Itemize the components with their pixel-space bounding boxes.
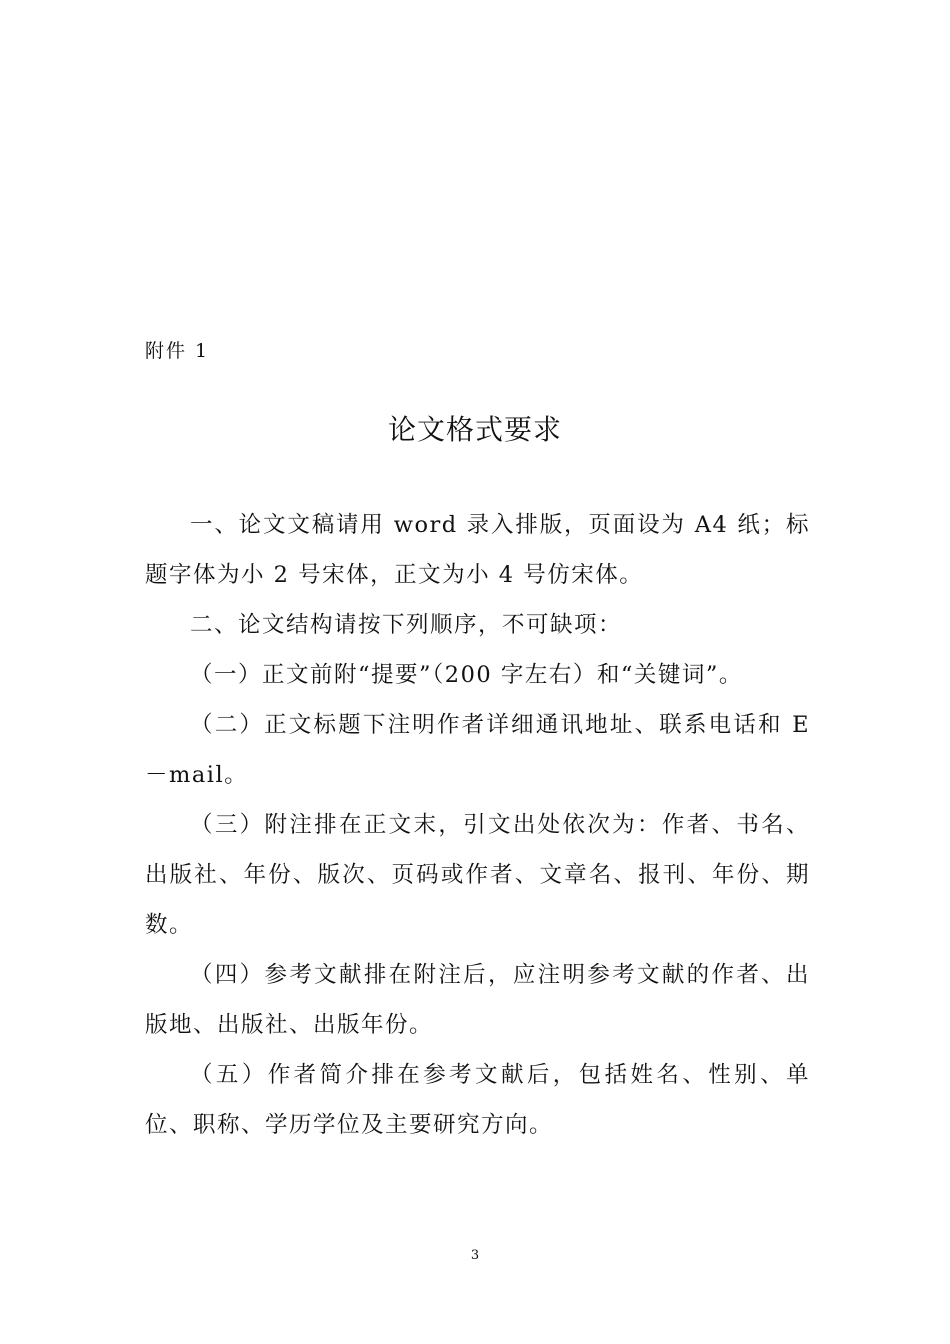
paragraph-notes: （三）附注排在正文末，引文出处依次为：作者、书名、出版社、年份、版次、页码或作者、文章名、报刊、年份、期数。 [145, 812, 810, 938]
attachment-label: 附件 1 [145, 340, 210, 362]
page-title: 论文格式要求 [387, 413, 562, 446]
paragraph-author-contact: （二）正文标题下注明作者详细通讯地址、联系电话和 E－mail。 [145, 712, 810, 788]
paragraph-structure: 二、论文结构请按下列顺序，不可缺项： [190, 612, 623, 638]
page-number: 3 [470, 1248, 480, 1263]
paragraph-format: 一、论文文稿请用 word 录入排版，页面设为 A4 纸；标题字体为小 2 号宋体，正文为小 4 号仿宋体。 [145, 512, 810, 588]
paragraph-references: （四）参考文献排在附注后，应注明参考文献的作者、出版地、出版社、出版年份。 [145, 962, 810, 1038]
paragraph-author-bio: （五）作者简介排在参考文献后，包括姓名、性别、单位、职称、学历学位及主要研究方向。 [145, 1062, 810, 1138]
document-body [145, 500, 810, 1150]
paragraph-abstract: （一）正文前附“提要”（200 字左右）和“关键词”。 [190, 662, 743, 688]
